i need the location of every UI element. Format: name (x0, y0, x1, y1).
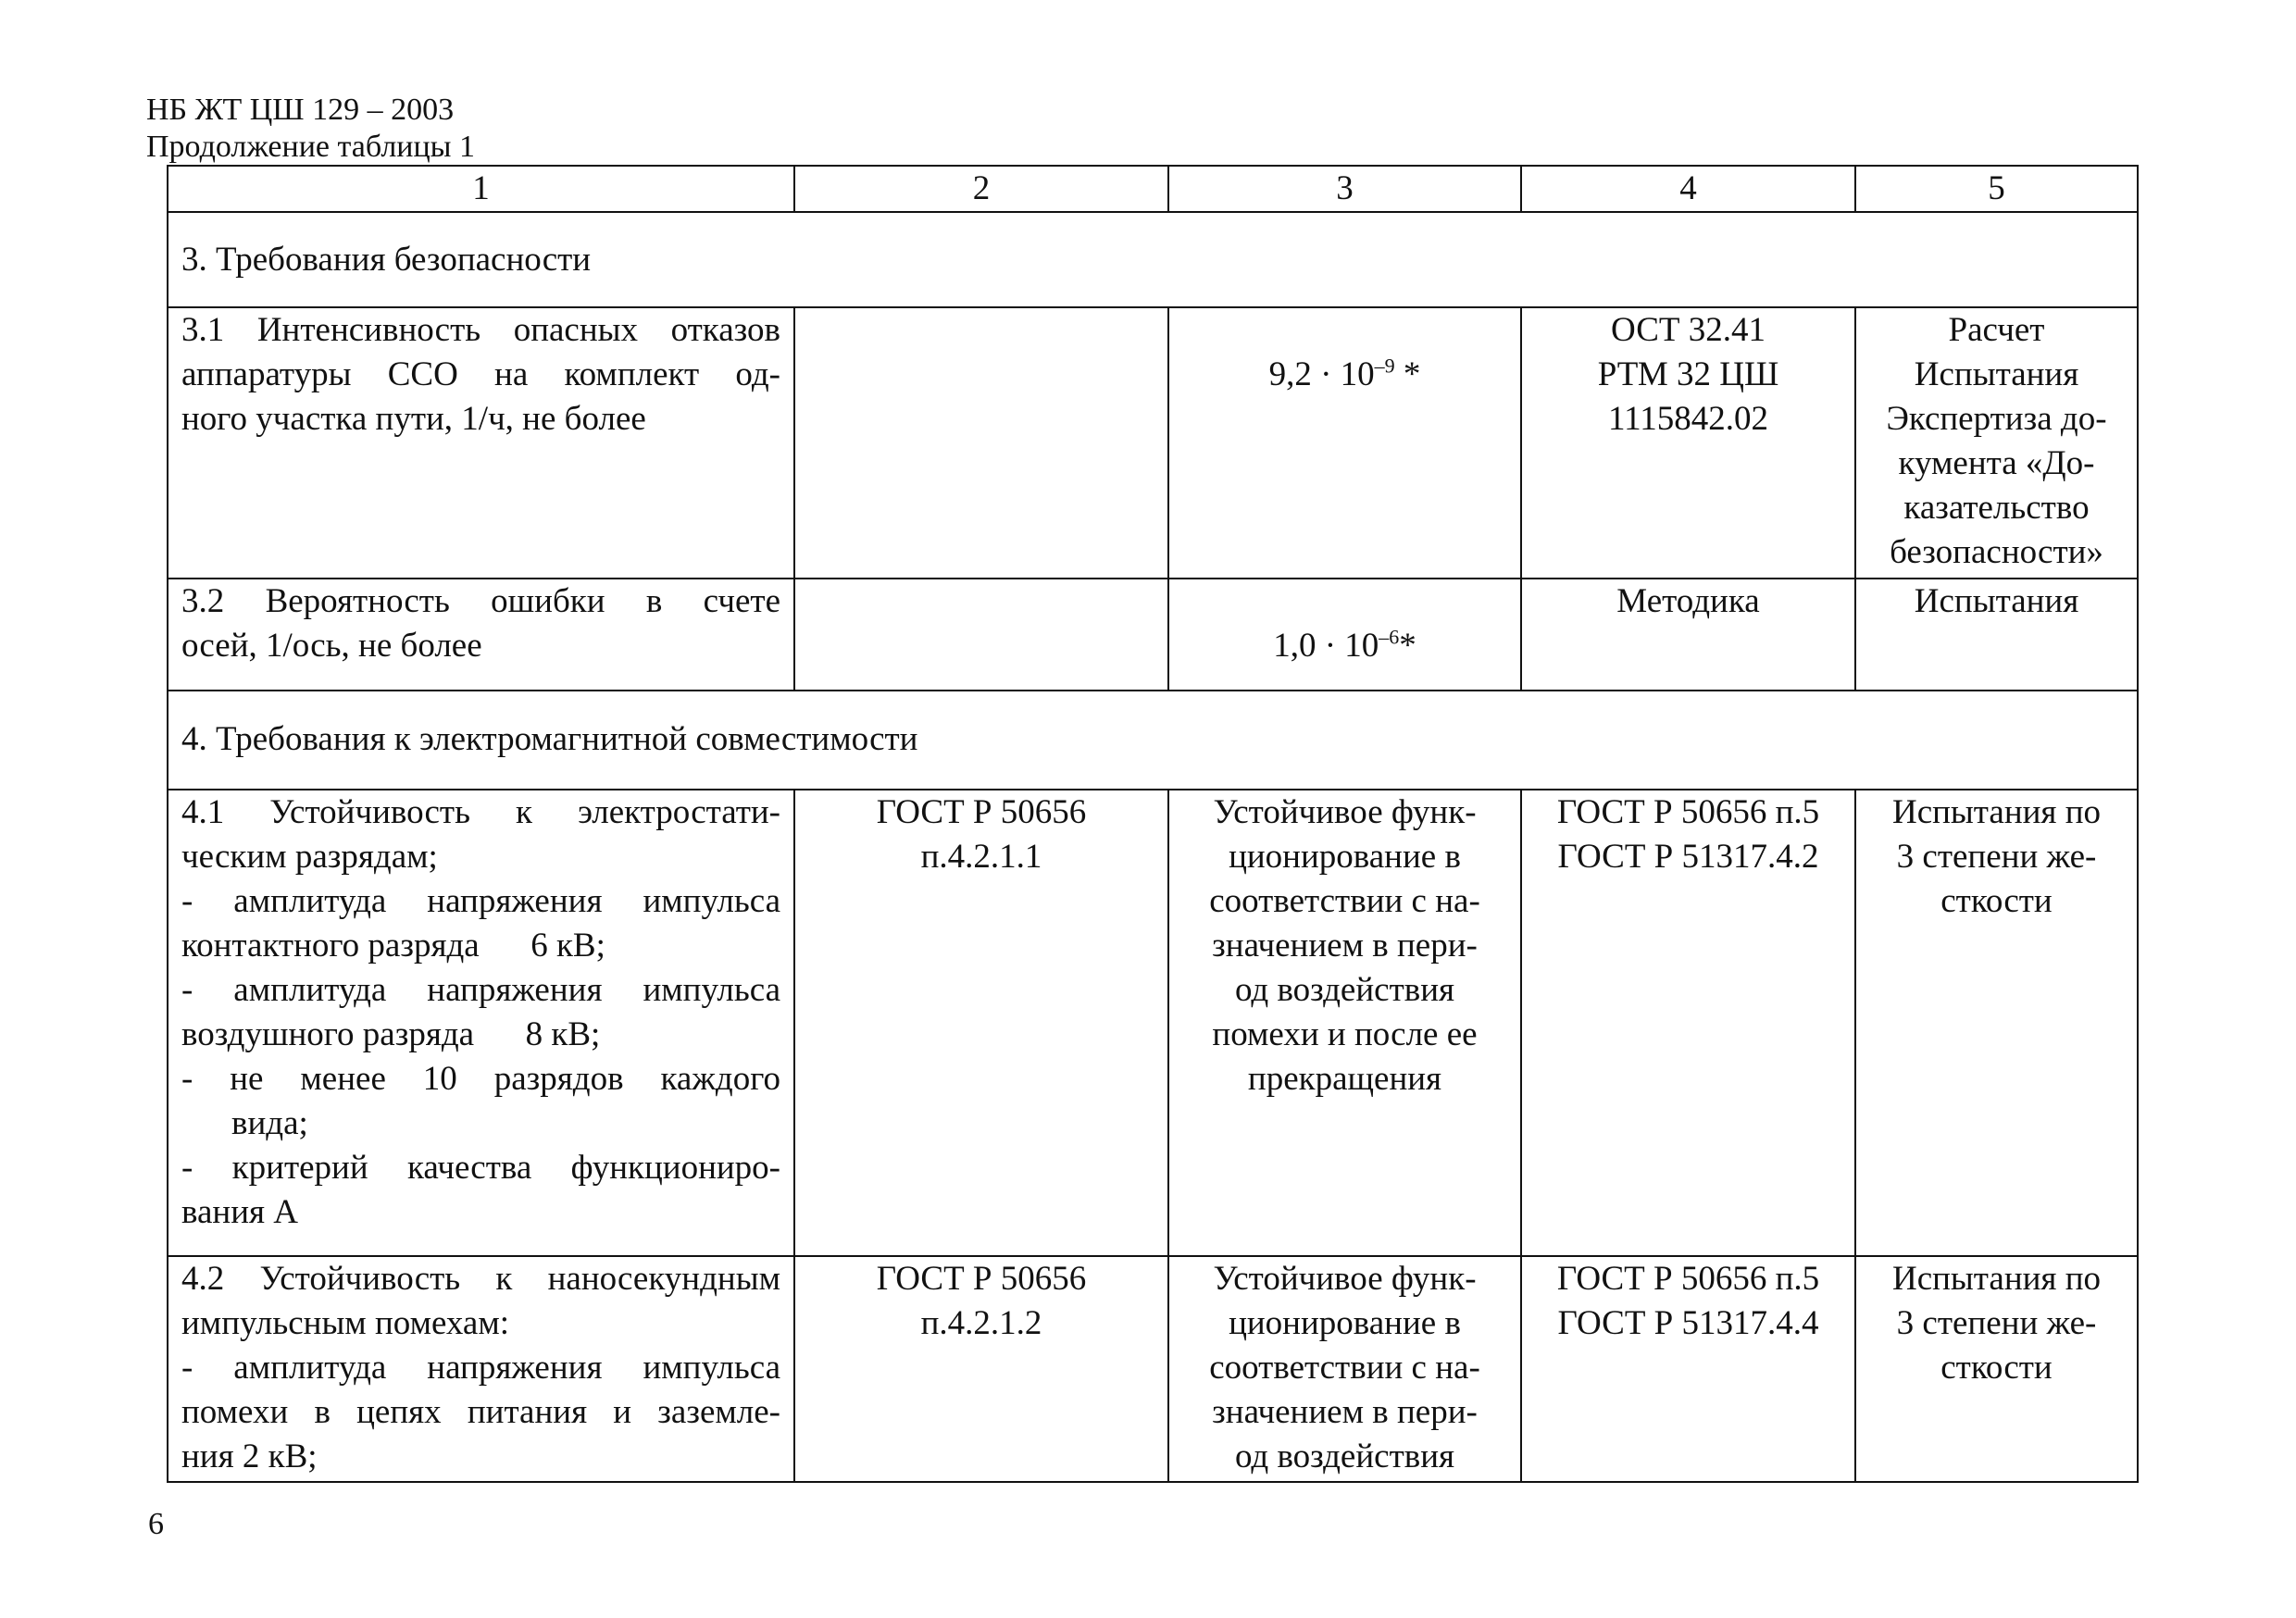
text-line: Устойчивое функ- (1213, 792, 1477, 831)
value-cell (1168, 1256, 1521, 1482)
verification-cell (1855, 307, 2138, 578)
text-line: РТМ 32 ЦШ (1597, 355, 1779, 394)
text-line: Расчет (1948, 311, 2045, 350)
section-row (168, 691, 2138, 790)
text-line: - амплитуда напряжения импульса (181, 970, 780, 1009)
text-line: - амплитуда напряжения импульса (181, 1348, 780, 1387)
text-line: ГОСТ Р 50656 (876, 792, 1087, 831)
table-row (168, 307, 2138, 578)
text-line: сткости (1940, 881, 2053, 920)
text-line: Испытания по (1891, 1259, 2102, 1298)
value-text: $1,0 \cdot 10^{-6}*$ (1273, 625, 1416, 665)
verification-cell: Испытания (1855, 579, 2138, 691)
text-line: помехи и после ее (1212, 1014, 1478, 1053)
verification-cell (1855, 790, 2138, 1256)
text-line: Экспертиза до- (1886, 400, 2107, 439)
text-line: вида; (231, 1103, 308, 1142)
standard-cell (794, 1256, 1168, 1482)
text-line: ГОСТ Р 50656 (876, 1259, 1087, 1298)
text-line: Испытания по (1891, 792, 2102, 831)
text-line: ГОСТ Р 51317.4.4 (1557, 1303, 1819, 1342)
text-line: значением в пери- (1212, 1392, 1478, 1431)
text-line: - критерий качества функциониро- (181, 1148, 780, 1187)
text-line: контактного разряда 6 кВ; (181, 926, 605, 965)
text-line: од воздействия (1234, 970, 1455, 1009)
text-line: ОСТ 32.41 (1611, 311, 1766, 350)
text-line: Устойчивое функ- (1213, 1259, 1477, 1298)
text-line: - амплитуда напряжения импульса (181, 881, 780, 920)
text-line: соответствии с на- (1209, 1348, 1480, 1387)
method-cell (1521, 790, 1855, 1256)
standard-cell (794, 307, 1168, 578)
text-line: 4.1 Устойчивость к электростати- (181, 792, 780, 831)
column-number: 3 (1168, 166, 1521, 212)
method-cell: Методика (1521, 579, 1855, 691)
text-line: воздушного разряда 8 кВ; (181, 1014, 601, 1053)
text-line: ния 2 кВ; (181, 1437, 318, 1475)
requirement-cell (168, 307, 794, 578)
text-line: 3.1 Интенсивность опасных отказов (181, 311, 780, 350)
table-row (168, 1256, 2138, 1482)
text-line: 3.2 Вероятность ошибки в счете (181, 581, 780, 620)
section-title-emc: 4. Требования к электромагнитной совместимости (168, 691, 2138, 790)
column-number: 2 (794, 166, 1168, 212)
text-line: ного участка пути, 1/ч, не более (181, 400, 646, 439)
value-cell (1168, 790, 1521, 1256)
text-line: п.4.2.1.1 (920, 837, 1042, 876)
text-line: ческим разрядам; (181, 837, 438, 876)
text-line: ционирование в (1229, 1303, 1461, 1342)
requirement-cell (168, 790, 794, 1256)
method-cell (1521, 1256, 1855, 1482)
requirement-cell (168, 579, 794, 691)
method-cell (1521, 307, 1855, 578)
column-number: 1 (168, 166, 794, 212)
table-continuation-label: Продолжение таблицы 1 (146, 130, 476, 164)
section-title-safety: 3. Требования безопасности (168, 212, 2138, 307)
text-line: Испытания (1914, 355, 2079, 394)
standard-cell (794, 579, 1168, 691)
value-cell (1168, 579, 1521, 691)
text-line: п.4.2.1.2 (920, 1303, 1042, 1342)
value-cell (1168, 307, 1521, 578)
text-line: соответствии с на- (1209, 881, 1480, 920)
document-code: НБ ЖТ ЦШ 129 – 2003 (146, 93, 455, 127)
section-row (168, 212, 2138, 307)
text-line: вания А (181, 1192, 298, 1231)
text-line: 1115842.02 (1607, 400, 1768, 439)
text-line: импульсным помехам: (181, 1303, 510, 1342)
text-line: значением в пери- (1212, 926, 1478, 965)
column-number: 4 (1521, 166, 1855, 212)
text-line: ционирование в (1229, 837, 1461, 876)
text-line: од воздействия (1234, 1437, 1455, 1475)
text-line: прекращения (1247, 1059, 1442, 1098)
text-line: ГОСТ Р 51317.4.2 (1557, 837, 1819, 876)
standard-cell (794, 790, 1168, 1256)
column-number-row (168, 166, 2138, 212)
requirement-cell (168, 1256, 794, 1482)
text-line: помехи в цепях питания и заземле- (181, 1392, 780, 1431)
text-line: аппаратуры ССО на комплект од- (181, 355, 780, 394)
table-row (168, 579, 2138, 691)
text-line: ГОСТ Р 50656 п.5 (1556, 1259, 1820, 1298)
requirements-table (167, 165, 2139, 1483)
text-line: ГОСТ Р 50656 п.5 (1556, 792, 1820, 831)
text-line: кумента «До- (1898, 444, 2095, 483)
text-line: 3 степени же- (1896, 1303, 2097, 1342)
text-line: безопасности» (1890, 533, 2103, 572)
text-line: сткости (1940, 1348, 2053, 1387)
value-text: $9,2 \cdot 10^{-9}$ * (1268, 354, 1421, 394)
verification-cell (1855, 1256, 2138, 1482)
page-number: 6 (148, 1507, 164, 1541)
text-line: 4.2 Устойчивость к наносекундным (181, 1259, 780, 1298)
text-line: 3 степени же- (1896, 837, 2097, 876)
column-number: 5 (1855, 166, 2138, 212)
text-line: казательство (1903, 489, 2090, 528)
table-row (168, 790, 2138, 1256)
text-line: - не менее 10 разрядов каждого (181, 1059, 780, 1098)
text-line: осей, 1/ось, не более (181, 626, 482, 665)
